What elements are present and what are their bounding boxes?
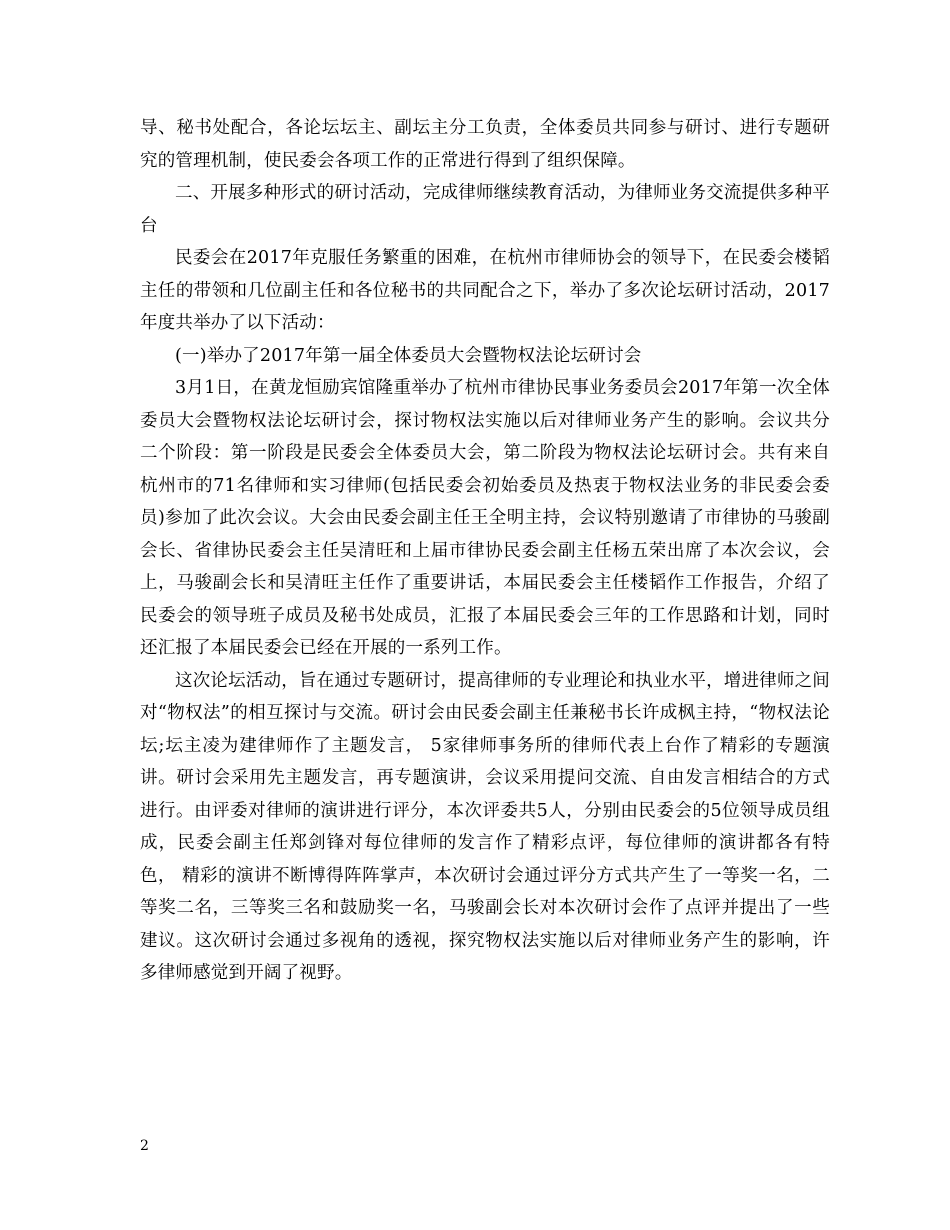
body-text [140, 112, 830, 990]
paragraph-activities-intro: 民委会在2017年克服任务繁重的困难，在杭州市律师协会的领导下，在民委会楼韬主任的带领和几位副主任和各位秘书的共同配合之下，举办了多次论坛研讨活动，2017年度共举办了以下活动： [140, 248, 830, 333]
paragraph-forum-summary: 这次论坛活动，旨在通过专题研讨，提高律师的专业理论和执业水平，增进律师之间对“物权法”的相互探讨与交流。研讨会由民委会副主任兼秘书长许成枫主持，“物权法论坛;坛主凌为建律师作了主题发言， 5家律师事务所的律师代表上台作了精彩的专题演讲。研讨会采用先主题发言，再专题演讲，会议采用提问交流、自由发言相结合的方式进行。由评委对律师的演讲进行评分，本次评委共5人，分别由民委会的5位领导成员组成，民委会副主任郑剑锋对每位律师的发言作了精彩点评，每位律师的演讲都各有特色， 精彩的演讲不断博得阵阵掌声，本次研讨会通过评分方式共产生了一等奖一名，二等奖二名，三等奖三名和鼓励奖一名，马骏副会长对本次研讨会作了点评并提出了一些建议。这次研讨会通过多视角的透视，探究物权法实施以后对律师业务产生的影响，许多律师感觉到开阔了视野。 [140, 670, 830, 983]
page-number: 2 [140, 1138, 149, 1154]
subheading-first-event: (一)举办了2017年第一届全体委员大会暨物权法论坛研讨会 [175, 345, 642, 366]
section-heading-two: 二、开展多种形式的研讨活动，完成律师继续教育活动，为律师业务交流提供多种平台 [140, 183, 830, 236]
paragraph-organization: 导、秘书处配合，各论坛坛主、副坛主分工负责，全体委员共同参与研讨、进行专题研究的管理机制，使民委会各项工作的正常进行得到了组织保障。 [140, 118, 830, 171]
paragraph-event-details: 3月1日，在黄龙恒励宾馆隆重举办了杭州市律协民事业务委员会2017年第一次全体委员大会暨物权法论坛研讨会，探讨物权法实施以后对律师业务产生的影响。会议共分二个阶段：第一阶段是民委会全体委员大会，第二阶段为物权法论坛研讨会。共有来自杭州市的71名律师和实习律师(包括民委会初始委员及热衷于物权法业务的非民委会委员)参加了此次会议。大会由民委会副主任王全明主持，会议特别邀请了市律协的马骏副会长、省律协民委会主任吴清旺和上届市律协民委会副主任杨五荣出席了本次会议，会上，马骏副会长和吴清旺主任作了重要讲话，本届民委会主任楼韬作工作报告，介绍了民委会的领导班子成员及秘书处成员，汇报了本届民委会三年的工作思路和计划，同时还汇报了本届民委会已经在开展的一系列工作。 [140, 378, 830, 658]
